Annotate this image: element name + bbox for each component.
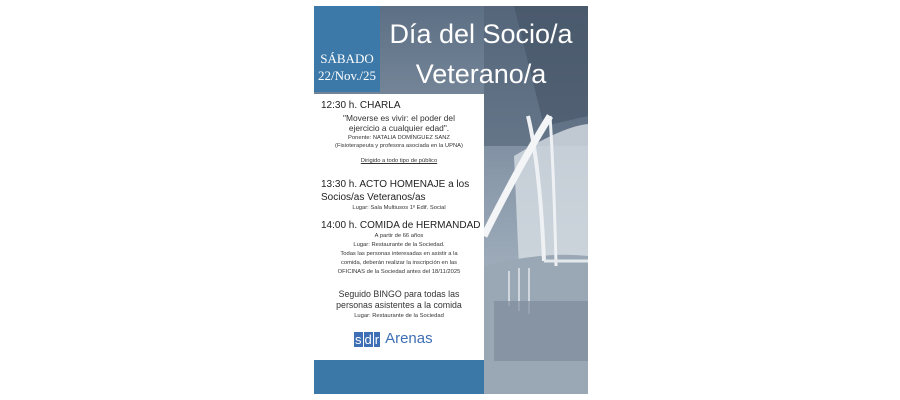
comida-heading: 14:00 h. COMIDA de HERMANDAD (321, 220, 481, 231)
bottom-band (314, 360, 484, 394)
event-poster (314, 6, 588, 394)
charla-audience: Dirigido a todo tipo de público (360, 158, 438, 164)
charla-speaker: Ponente: NATALIA DOMÍNGUEZ SANZ (348, 135, 450, 141)
event-date (314, 50, 380, 84)
poster-title-line-1: Día del Socio/a (389, 19, 573, 49)
comida-age: A partir de 66 años (374, 233, 424, 239)
charla-speaker-role: (Fisioterapeuta y profesora asociada en la UPNA) (335, 143, 463, 149)
charla-heading: 12:30 h. CHARLA (321, 100, 401, 111)
homenaje-place: Lugar: Sala Multiusos 1º Edif. Social (352, 205, 446, 211)
logo-letter-s: s (355, 331, 362, 347)
logo-letter-d: d (364, 331, 372, 347)
logo-letter-r: r (374, 331, 380, 347)
charla-talk-line-2: ejercicio a cualquier edad". (348, 123, 450, 133)
comida-place: Lugar: Restaurante de la Sociedad. (353, 242, 445, 248)
charla-talk-line-1: "Moverse es vivir: el poder del (343, 113, 455, 123)
poster-title-line-2: Veterano/a (415, 59, 547, 89)
comida-note-line-2: comida, deberán realizar la inscripción en las (341, 260, 457, 266)
logo-word: Arenas (385, 330, 433, 347)
comida-note-line-3: OFICINAS de la Sociedad antes del 18/11/2025 (337, 269, 461, 275)
bingo-place: Lugar: Restaurante de la Sociedad (354, 313, 444, 319)
comida-note-line-1: Todas las personas interesadas en asistir a la (340, 251, 458, 257)
bingo-line-2: personas asistentes a la comida (336, 300, 462, 310)
schedule-card (314, 94, 484, 360)
sdr-arenas-logo (354, 330, 433, 348)
date-value: 22/Nov./25 (317, 68, 377, 83)
homenaje-heading-line-1: 13:30 h. ACTO HOMENAJE a los (321, 179, 470, 190)
date-day: SÁBADO (320, 51, 374, 66)
logo-mark (354, 332, 381, 347)
bingo-line-1: Seguido BINGO para todas las (338, 289, 460, 299)
homenaje-heading-line-2: Socios/as Veteranos/as (321, 192, 426, 203)
